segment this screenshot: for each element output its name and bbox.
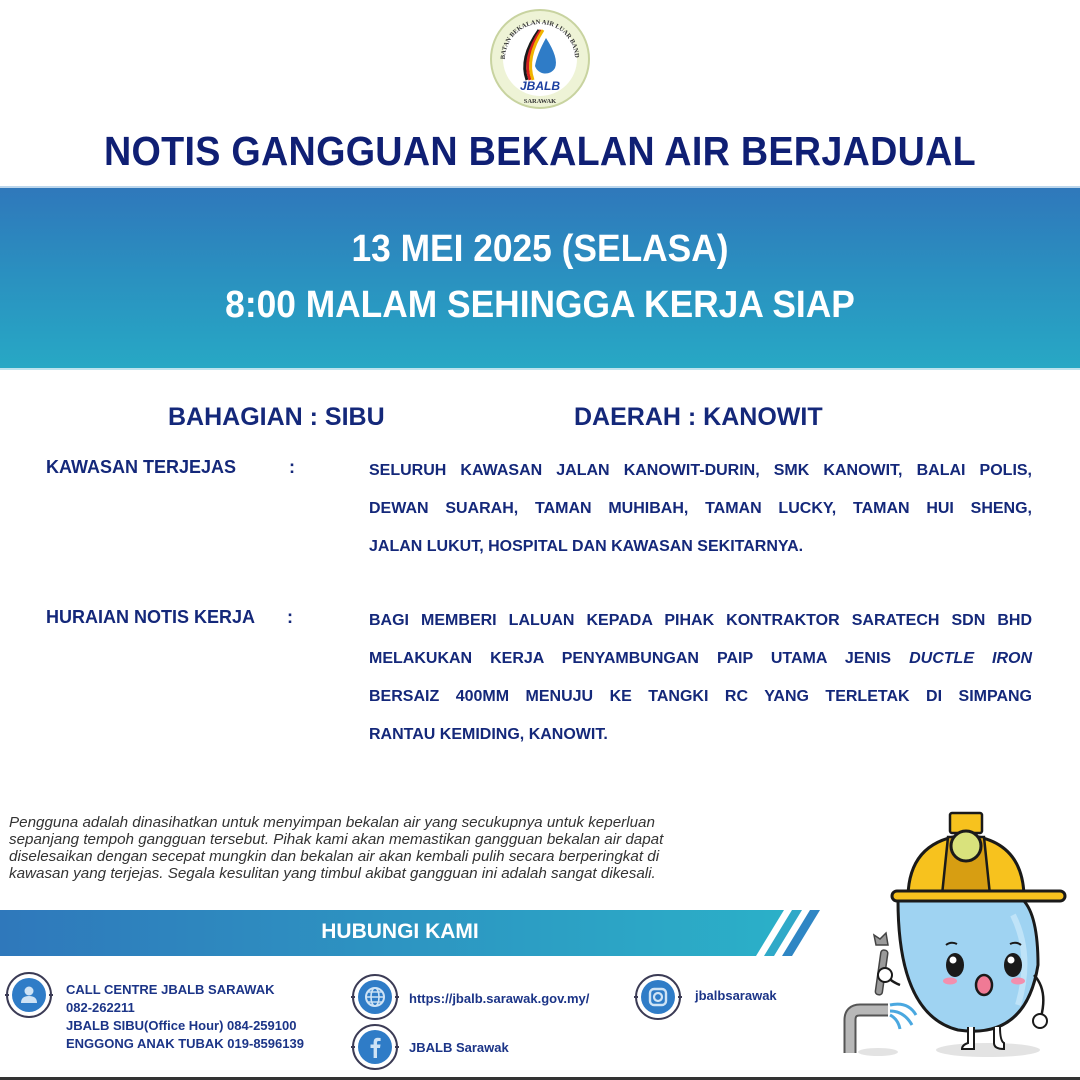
affected-area-label: KAWASAN TERJEJAS [46,457,237,477]
advisory-text [9,814,784,882]
sibu-office-number[interactable]: JBALB SIBU(Office Hour) 084-259100 [66,1018,297,1033]
instagram-icon [641,980,675,1014]
contact-heading: HUBUNGI KAMI [321,920,479,943]
schedule-banner [0,186,1080,370]
contact-heading-bar [0,910,820,956]
advisory-line: kawasan yang terjejas. Segala kesulitan yang timbul akibat gangguan ini adalah sangat dikesali. [9,865,656,882]
affected-area-line: JALAN LUKUT, HOSPITAL DAN KAWASAN SEKITARNYA. [369,538,804,555]
page-title: NOTIS GANGGUAN BEKALAN AIR BERJADUAL [104,128,976,174]
affected-area-colon: : [289,457,295,477]
logo-mark-text: JBALB [519,79,561,93]
affected-area-text [369,452,1032,566]
schedule-time: 8:00 MALAM SEHINGGA KERJA SIAP [225,284,855,326]
work-description-colon: : [287,607,293,627]
pipe-type-italic: DUCTLE IRON [909,650,1033,667]
affected-area-line: SELURUH KAWASAN JALAN KANOWIT-DURIN, SMK KANOWIT, BALAI POLIS, [369,462,1032,479]
affected-area-line: DEWAN SUARAH, TAMAN MUHIBAH, TAMAN LUCKY, TAMAN HUI SHENG, [369,500,1032,517]
jbalb-logo [489,8,591,110]
facebook-icon [358,1030,392,1064]
call-centre-label: CALL CENTRE JBALB SARAWAK [66,982,275,997]
instagram-icon-circle[interactable] [635,974,681,1020]
instagram-handle[interactable]: jbalbsarawak [695,988,777,1003]
advisory-line: diselesaikan dengan secepat mungkin dan bekalan air akan kembali pulih secara berperingkat di [9,848,660,865]
work-description-line [369,640,1032,678]
user-icon [12,978,46,1012]
water-drop-mascot [838,805,1078,1065]
advisory-line: Pengguna adalah dinasihatkan untuk menyimpan bekalan air yang secukupnya untuk keperluan [9,814,655,831]
logo-bottom-text: SARAWAK [523,98,557,105]
facebook-page[interactable]: JBALB Sarawak [409,1040,509,1055]
logo-ring-text: BATAN BEKALAN AIR LUAR BAND [499,18,581,60]
work-description-label: HURAIAN NOTIS KERJA [46,607,256,627]
phone-contact-icon-circle [6,972,52,1018]
facebook-icon-circle[interactable] [352,1024,398,1070]
website-icon-circle[interactable] [352,974,398,1020]
work-line2-text: MELAKUKAN KERJA PENYAMBUNGAN PAIP UTAMA JENIS [369,650,892,667]
district-label: DAERAH : KANOWIT [574,403,823,431]
phone-contacts [66,981,304,1053]
work-description-text [369,602,1032,754]
website-link[interactable]: https://jbalb.sarawak.gov.my/ [409,991,590,1006]
work-description-line: BAGI MEMBERI LALUAN KEPADA PIHAK KONTRAKTOR SARATECH SDN BHD [369,612,1032,629]
schedule-date: 13 MEI 2025 (SELASA) [351,228,729,270]
advisory-line: sepanjang tempoh gangguan tersebut. Pihak kami akan memastikan gangguan bekalan air dapat [9,831,664,848]
officer-number[interactable]: ENGGONG ANAK TUBAK 019-8596139 [66,1036,304,1051]
work-description-line: BERSAIZ 400MM MENUJU KE TANGKI RC YANG TERLETAK DI SIMPANG [369,688,1032,705]
call-centre-number[interactable]: 082-262211 [66,1000,135,1015]
division-label: BAHAGIAN : SIBU [168,403,385,431]
globe-icon [358,980,392,1014]
work-description-line: RANTAU KEMIDING, KANOWIT. [369,726,608,743]
